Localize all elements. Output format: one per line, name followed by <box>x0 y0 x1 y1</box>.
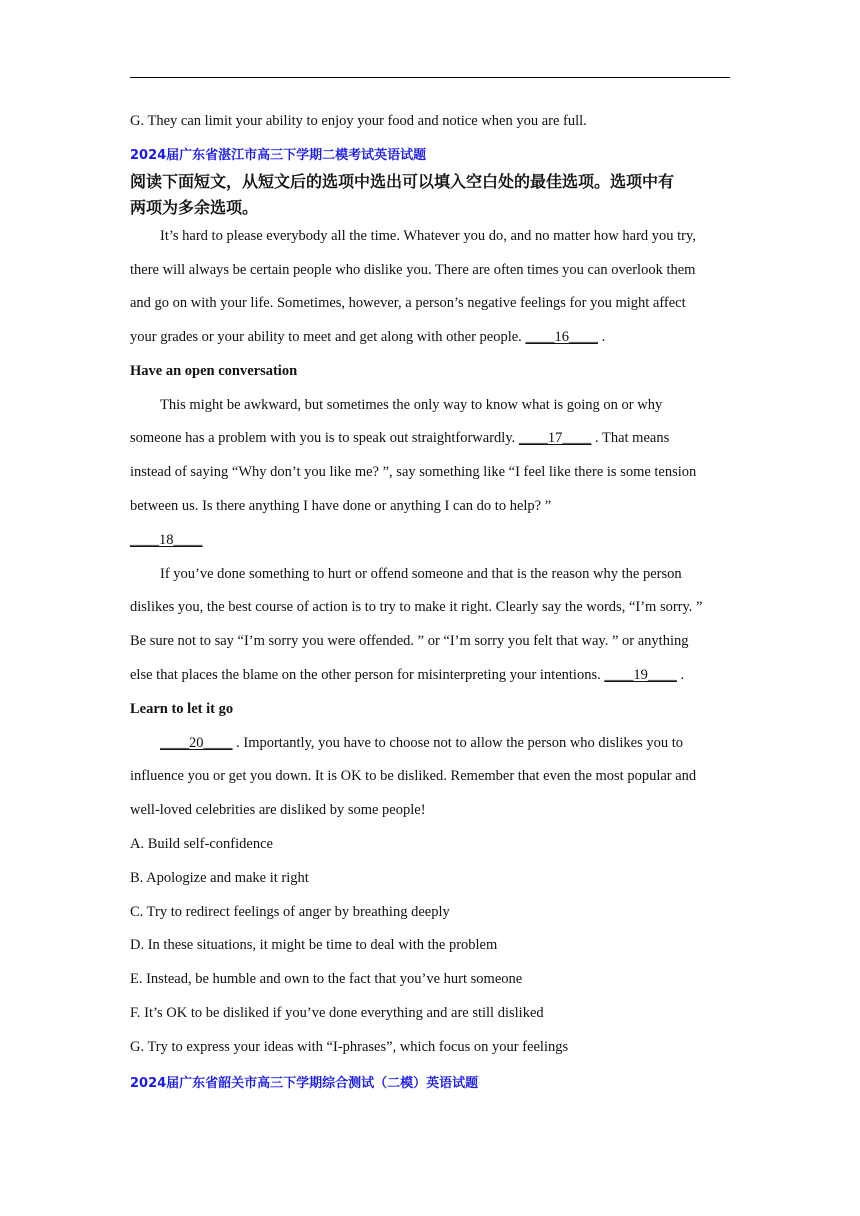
text-segment: . That means <box>591 430 670 446</box>
period: . <box>676 667 685 683</box>
paragraph-line: It’s hard to please everybody all the time. Whatever you do, and no matter how hard you try, <box>160 228 696 244</box>
paragraph-line <box>130 667 684 684</box>
paragraph-line: there will always be certain people who dislike you. There are often times you can overlook them <box>130 262 696 278</box>
instructions-line-2: 两项为多余选项。 <box>130 198 259 217</box>
option-g: G. Try to express your ideas with “I-phrases”, which focus on your feelings <box>130 1039 569 1055</box>
paragraph-line: Be sure not to say “I’m sorry you were offended. ” or “I’m sorry you felt that way. ” or anything <box>130 633 689 649</box>
paragraph-line <box>130 329 605 346</box>
text-segment: . Importantly, you have to choose not to allow the person who dislikes you to <box>232 735 684 751</box>
option-b: B. Apologize and make it right <box>130 870 309 886</box>
option-a: A. Build self-confidence <box>130 836 273 852</box>
paragraph-line: dislikes you, the best course of action is to try to make it right. Clearly say the words, “I’m sorry. ” <box>130 599 703 615</box>
blank-20: ____20____ <box>160 735 233 751</box>
paragraph-line: This might be awkward, but sometimes the only way to know what is going on or why <box>160 397 663 413</box>
blank-16: ____16____ <box>525 329 598 345</box>
text-segment: someone has a problem with you is to speak out straightforwardly. <box>130 430 519 446</box>
heading-let-it-go: Learn to let it go <box>130 701 234 717</box>
period: . <box>597 329 606 345</box>
option-e: E. Instead, be humble and own to the fact that you’ve hurt someone <box>130 971 523 987</box>
header-rule <box>130 77 730 78</box>
option-f: F. It’s OK to be disliked if you’ve done everything and are still disliked <box>130 1005 544 1021</box>
blank-17: ____17____ <box>518 430 592 446</box>
paragraph-line <box>160 735 683 752</box>
section-title-zhanjiang: 2024届广东省湛江市高三下学期二模考试英语试题 <box>130 148 427 163</box>
heading-open-conversation: Have an open conversation <box>130 363 298 379</box>
blank-18: ____18____ <box>130 532 203 548</box>
previous-option-g: G. They can limit your ability to enjoy your food and notice when you are full. <box>130 113 587 129</box>
instructions-line-1: 阅读下面短文，从短文后的选项中选出可以填入空白处的最佳选项。选项中有 <box>130 172 675 191</box>
option-c: C. Try to redirect feelings of anger by breathing deeply <box>130 904 450 920</box>
paragraph-line: and go on with your life. Sometimes, however, a person’s negative feelings for you might affect <box>130 295 686 311</box>
text-segment: else that places the blame on the other person for misinterpreting your intentions. <box>130 667 605 683</box>
section-title-shaoguan: 2024届广东省韶关市高三下学期综合测试（二模）英语试题 <box>130 1076 479 1091</box>
paragraph-line: well-loved celebrities are disliked by some people! <box>130 802 426 818</box>
paragraph-line: If you’ve done something to hurt or offend someone and that is the reason why the person <box>160 566 682 582</box>
paragraph-line: instead of saying “Why don’t you like me? ”, say something like “I feel like there is some tension <box>130 464 697 480</box>
blank-19: ____19____ <box>604 667 677 683</box>
paragraph-line <box>130 430 669 447</box>
paragraph-line: between us. Is there anything I have done or anything I can do to help? ” <box>130 498 552 514</box>
paragraph-line: influence you or get you down. It is OK to be disliked. Remember that even the most popular and <box>130 768 697 784</box>
option-d: D. In these situations, it might be time to deal with the problem <box>130 937 498 953</box>
text-segment: your grades or your ability to meet and get along with other people. <box>130 329 526 345</box>
